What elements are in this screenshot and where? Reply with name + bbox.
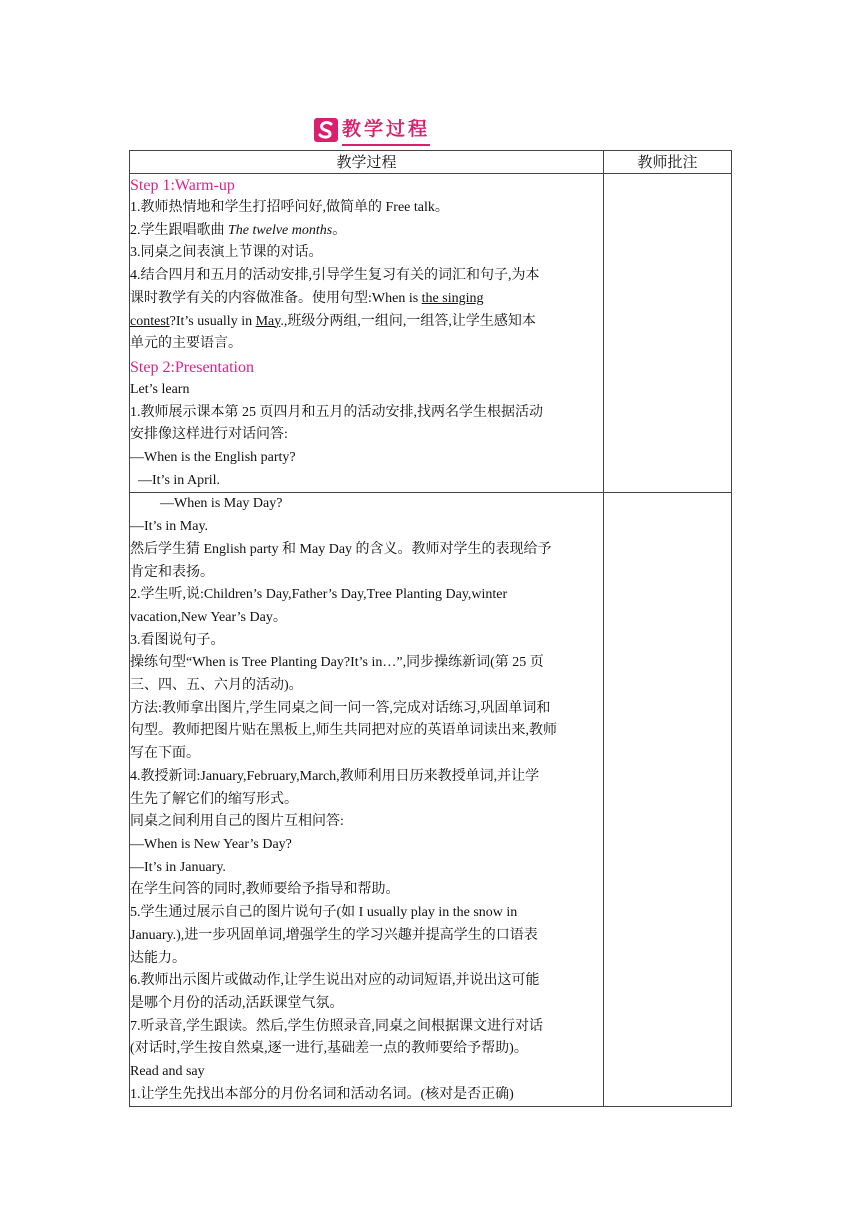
text-line: —When is New Year’s Day? xyxy=(130,836,292,852)
table-header-row xyxy=(130,151,732,174)
text-line: 单元的主要语言。 xyxy=(130,336,242,352)
text-line: 4.教授新词:January,February,March,教师利用日历来教授单词,并让学 xyxy=(130,768,540,784)
text-line: —When is the English party? xyxy=(130,450,296,466)
section-title: 教学过程 xyxy=(342,114,430,146)
table-row xyxy=(130,493,732,1107)
text-line: 在学生问答的同时,教师要给予指导和帮助。 xyxy=(130,882,400,898)
text-line: 安排像这样进行对话问答: xyxy=(130,427,288,443)
text-line: 1.教师热情地和学生打招呼问好,做简单的 Free talk。 xyxy=(130,200,449,215)
notes-cell xyxy=(604,174,732,493)
text-line: 达能力。 xyxy=(130,950,186,966)
text-line: 然后学生猜 English party 和 May Day 的含义。教师对学生的表现给予 xyxy=(130,541,552,557)
text-span: .,班级分两组,一组问,一组答,让学生感知本 xyxy=(280,313,536,329)
text-line: (对话时,学生按自然桌,逐一进行,基础差一点的教师要给予帮助)。 xyxy=(130,1041,528,1057)
step-heading: Step 1:Warm-up xyxy=(130,177,235,194)
text-line: 4.结合四月和五月的活动安排,引导学生复习有关的词汇和句子,为本 xyxy=(130,268,540,284)
text-line: 同桌之间利用自己的图片互相问答: xyxy=(130,814,344,830)
text-span: 课时教学有关的内容做准备。使用句型:When is xyxy=(130,290,422,306)
underlined-text: the singing xyxy=(421,290,484,306)
text-line: 肯定和表扬。 xyxy=(130,564,214,580)
text-line: 句型。教师把图片贴在黑板上,师生共同把对应的英语单词读出来,教师 xyxy=(130,723,557,739)
text-line: 2.学生听,说:Children’s Day,Father’s Day,Tree Planting Day,winter xyxy=(130,587,508,603)
underlined-text: May xyxy=(255,313,281,329)
text-line xyxy=(130,311,603,334)
text-line: 3.看图说句子。 xyxy=(130,632,225,648)
text-span: 。 xyxy=(332,222,347,238)
text-line: 1.让学生先找出本部分的月份名词和活动名词。(核对是否正确) xyxy=(130,1086,514,1102)
text-span: 2.学生跟唱歌曲 xyxy=(130,222,228,238)
underlined-text: contest xyxy=(130,313,170,329)
text-line: —It’s in April. xyxy=(138,472,221,488)
text-line: January.),进一步巩固单词,增强学生的学习兴趣并提高学生的口语表 xyxy=(130,927,538,943)
table-row xyxy=(130,174,732,493)
text-line: 生先了解它们的缩写形式。 xyxy=(130,791,298,807)
text-line xyxy=(130,220,603,243)
text-line xyxy=(130,288,603,311)
text-line: Let’s learn xyxy=(130,381,190,397)
logo-s-icon xyxy=(314,118,338,142)
song-title: The twelve months xyxy=(228,222,333,238)
notes-cell xyxy=(604,493,732,1107)
text-line: 5.学生通过展示自己的图片说句子(如 I usually play in the snow in xyxy=(130,905,518,921)
text-line: vacation,New Year’s Day。 xyxy=(130,609,287,625)
process-cell xyxy=(130,174,604,493)
text-line: 操练句型“When is Tree Planting Day?It’s in…”,同步操练新词(第 25 页 xyxy=(130,655,544,671)
column-header-notes: 教师批注 xyxy=(604,151,732,174)
text-line: 1.教师展示课本第 25 页四月和五月的活动安排,找两名学生根据活动 xyxy=(130,404,543,420)
text-line: 6.教师出示图片或做动作,让学生说出对应的动词短语,并说出这可能 xyxy=(130,973,540,989)
text-line: —It’s in January. xyxy=(130,859,226,875)
text-line: 是哪个月份的活动,活跃课堂气氛。 xyxy=(130,995,344,1011)
section-header xyxy=(314,116,430,144)
column-header-process: 教学过程 xyxy=(130,151,604,174)
lesson-table xyxy=(129,150,732,1107)
text-line: 3.同桌之间表演上节课的对话。 xyxy=(130,245,323,261)
text-line: —When is May Day? xyxy=(160,496,283,512)
step-heading: Step 2:Presentation xyxy=(130,358,254,376)
text-line: 方法:教师拿出图片,学生同桌之间一问一答,完成对话练习,巩固单词和 xyxy=(130,700,551,716)
text-line: 三、四、五、六月的活动)。 xyxy=(130,678,303,694)
text-span: ?It’s usually in xyxy=(169,313,256,329)
process-cell xyxy=(130,493,604,1107)
text-line: 写在下面。 xyxy=(130,746,200,762)
text-line: Read and say xyxy=(130,1064,205,1080)
text-line: 7.听录音,学生跟读。然后,学生仿照录音,同桌之间根据课文进行对话 xyxy=(130,1018,543,1034)
text-line: —It’s in May. xyxy=(130,519,209,535)
